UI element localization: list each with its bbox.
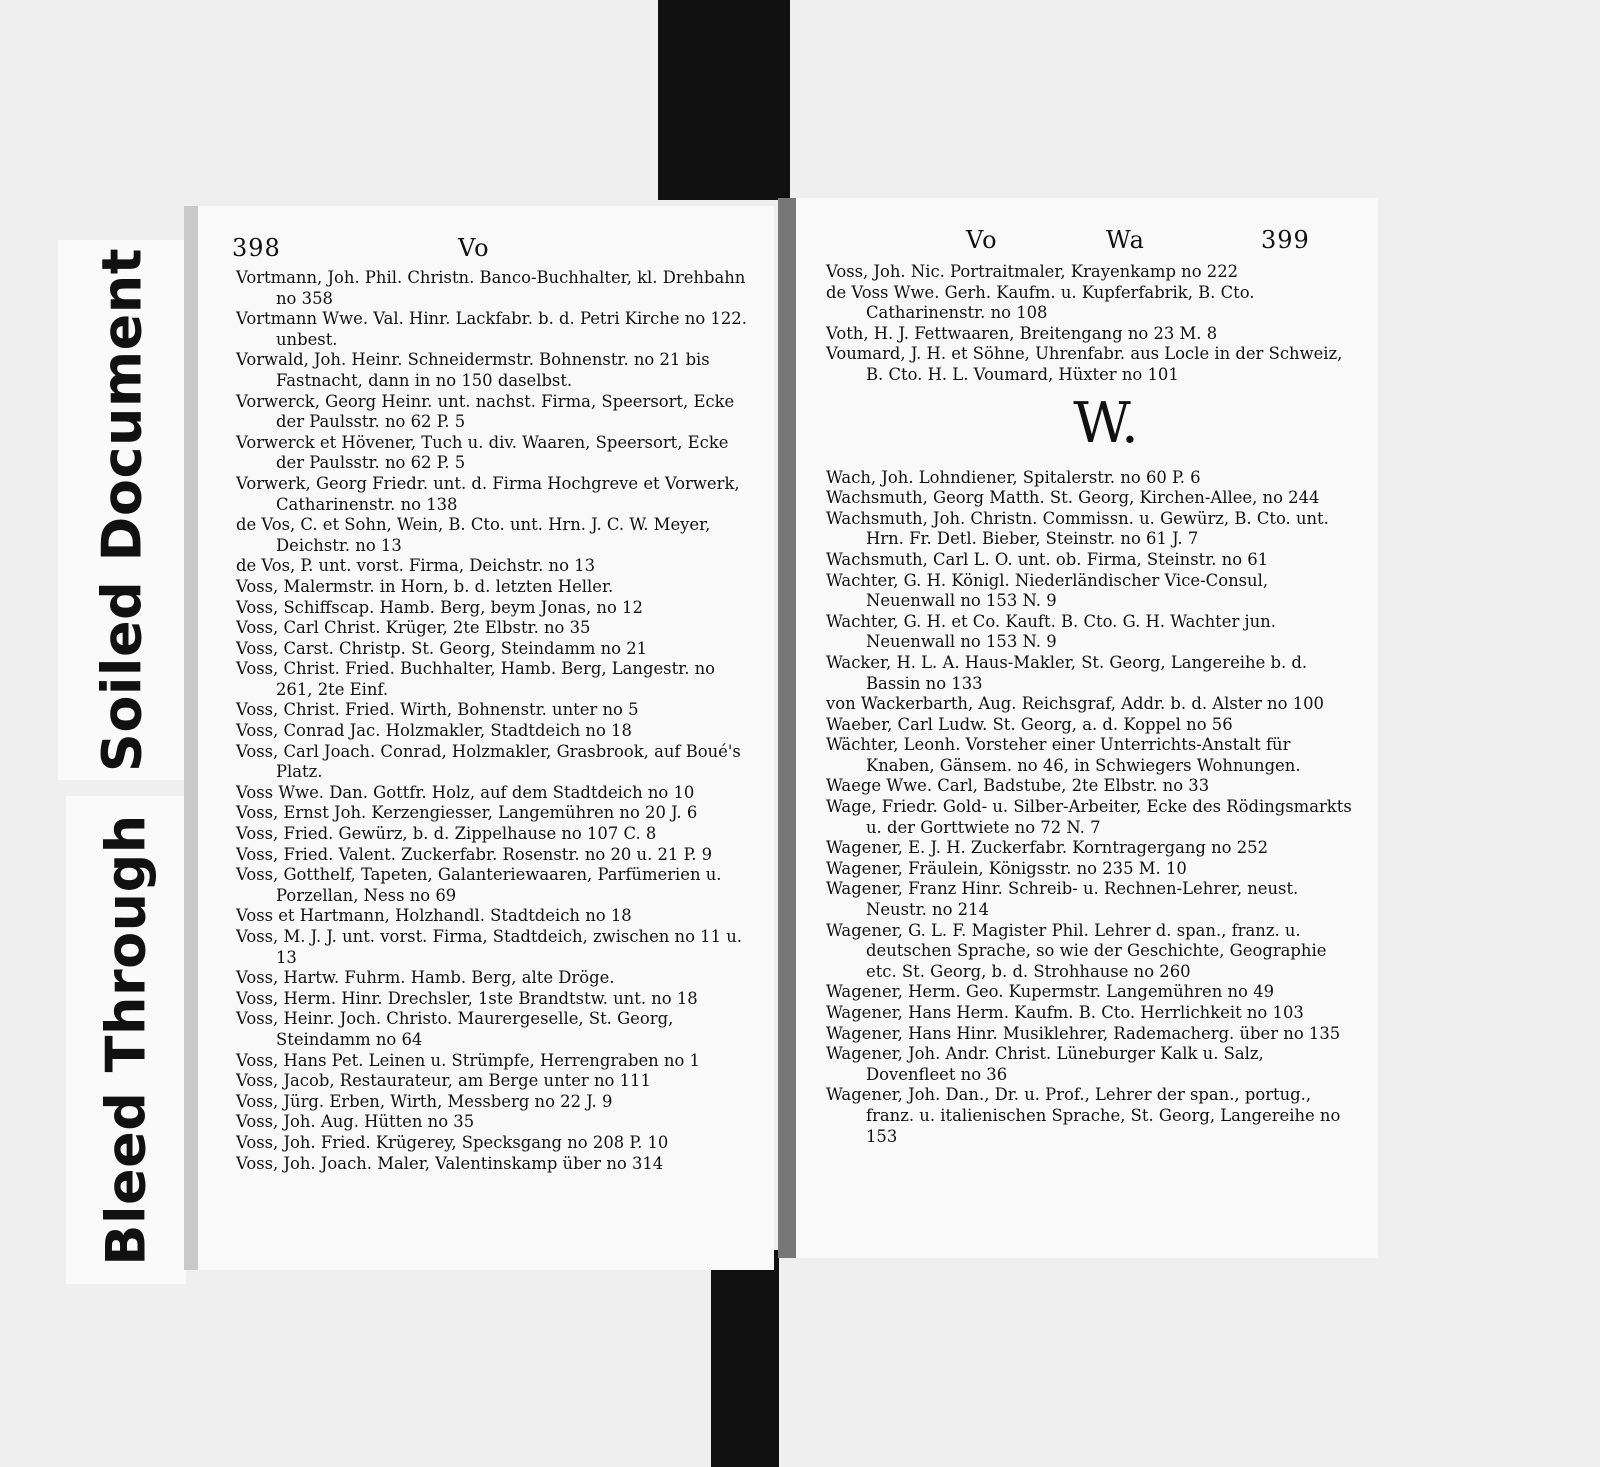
directory-entry: Voss, Ernst Joh. Kerzengiesser, Langemühren no 20 J. 6 — [236, 803, 698, 823]
left-page-number: 398 — [232, 234, 281, 262]
directory-entry: Voss, Christ. Fried. Wirth, Bohnenstr. unter no 5 — [236, 700, 639, 720]
directory-entry: Voss Wwe. Dan. Gottfr. Holz, auf dem Stadtdeich no 10 — [236, 782, 695, 802]
directory-entry: Voss, Joh. Fried. Krügerey, Specksgang no 208 P. 10 — [236, 1132, 669, 1152]
directory-entry: Wachter, G. H. et Co. Kauft. B. Cto. G. H. Wachter jun. Neuenwall no 153 N. 9 — [826, 611, 1276, 652]
directory-entry: Voss, Fried. Valent. Zuckerfabr. Rosenstr. no 20 u. 21 P. 9 — [236, 844, 713, 864]
directory-entry: de Vos, C. et Sohn, Wein, B. Cto. unt. Hrn. J. C. W. Meyer, Deichstr. no 13 — [236, 515, 711, 555]
directory-entry: Wagener, Franz Hinr. Schreib- u. Rechnen-Lehrer, neust. Neustr. no 214 — [826, 879, 1299, 920]
directory-entry: Wagener, Hans Hinr. Musiklehrer, Rademacherg. über no 135 — [826, 1023, 1341, 1043]
directory-entry: Voss, Schiffscap. Hamb. Berg, beym Jonas, no 12 — [236, 597, 643, 617]
directory-entry: Voss, Hartw. Fuhrm. Hamb. Berg, alte Dröge. — [236, 968, 615, 988]
directory-entry: Voss, Conrad Jac. Holzmakler, Stadtdeich no 18 — [236, 721, 632, 741]
directory-entry: Voss, Gotthelf, Tapeten, Galanteriewaaren, Parfümerien u. Porzellan, Ness no 69 — [236, 865, 722, 905]
right-entry-list — [826, 262, 1356, 1147]
directory-entry: Wach, Joh. Lohndiener, Spitalerstr. no 60 P. 6 — [826, 467, 1201, 487]
left-running-head: Vo — [458, 234, 490, 262]
directory-entry: Waeber, Carl Ludw. St. Georg, a. d. Koppel no 56 — [826, 714, 1233, 734]
right-entries-bottom — [826, 468, 1356, 1148]
right-page-number: 399 — [1261, 226, 1310, 254]
directory-entry: Voss, Joh. Joach. Maler, Valentinskamp über no 314 — [236, 1153, 664, 1173]
directory-entry: Wagener, Hans Herm. Kaufm. B. Cto. Herrlichkeit no 103 — [826, 1003, 1304, 1022]
soiled-document-text: Soiled Document — [90, 247, 154, 773]
directory-entry: Vorwerk, Georg Friedr. unt. d. Firma Hochgreve et Vorwerk, Catharinenstr. no 138 — [236, 473, 740, 514]
directory-entry: Vortmann Wwe. Val. Hinr. Lackfabr. b. d. Petri Kirche no 122. unbest. — [236, 309, 747, 349]
directory-entry: Wachsmuth, Carl L. O. unt. ob. Firma, Steinstr. no 61 — [826, 549, 1269, 569]
directory-entry: Voss et Hartmann, Holzhandl. Stadtdeich no 18 — [236, 906, 632, 926]
directory-entry: Wagener, Fräulein, Königsstr. no 235 M. 10 — [826, 858, 1187, 878]
left-page — [184, 206, 774, 1270]
directory-entry: von Wackerbarth, Aug. Reichsgraf, Addr. b. d. Alster no 100 — [826, 694, 1324, 714]
directory-entry: Voumard, J. H. et Söhne, Uhrenfabr. aus Locle in der Schweiz, B. Cto. H. L. Voumard, Hüxter no 101 — [826, 344, 1343, 384]
directory-entry: Voss, Joh. Nic. Portraitmaler, Krayenkamp no 222 — [826, 262, 1239, 281]
directory-entry: Wage, Friedr. Gold- u. Silber-Arbeiter, Ecke des Rödingsmarkts u. der Gorttwiete no 72 N. 7 — [826, 797, 1352, 837]
directory-entry: de Voss Wwe. Gerh. Kaufm. u. Kupferfabrik, B. Cto. Catharinenstr. no 108 — [826, 282, 1255, 323]
directory-entry: Voss, Jürg. Erben, Wirth, Messberg no 22 J. 9 — [236, 1091, 613, 1111]
directory-entry: Voss, Carst. Christp. St. Georg, Steindamm no 21 — [236, 638, 648, 658]
directory-entry: Voss, Hans Pet. Leinen u. Strümpfe, Herrengraben no 1 — [236, 1050, 700, 1070]
directory-entry: Voss, Malermstr. in Horn, b. d. letzten Heller. — [236, 576, 614, 596]
directory-entry: Wagener, G. L. F. Magister Phil. Lehrer d. span., franz. u. deutschen Sprache, so wie der Geschichte, Geographie etc. St. Georg, b. d. Strohhause no 260 — [826, 920, 1327, 981]
bleed-through-label — [66, 796, 186, 1284]
directory-entry: Waege Wwe. Carl, Badstube, 2te Elbstr. no 33 — [826, 776, 1210, 796]
directory-entry: Vorwerck, Georg Heinr. unt. nachst. Firma, Speersort, Ecke der Paulsstr. no 62 P. 5 — [236, 391, 735, 432]
right-running-head-left: Vo — [966, 226, 998, 254]
directory-entry: Vortmann, Joh. Phil. Christn. Banco-Buchhalter, kl. Drehbahn no 358 — [236, 268, 746, 308]
right-running-head-right: Wa — [1106, 226, 1145, 254]
soiled-document-label — [58, 240, 186, 780]
directory-entry: Voss, Heinr. Joch. Christo. Maurergeselle, St. Georg, Steindamm no 64 — [236, 1009, 674, 1049]
directory-entry: Voss, Fried. Gewürz, b. d. Zippelhause no 107 C. 8 — [236, 824, 657, 844]
binding-strap-top — [658, 0, 790, 200]
directory-entry: Voss, Carl Christ. Krüger, 2te Elbstr. no 35 — [236, 618, 591, 638]
directory-entry: Voss, Jacob, Restaurateur, am Berge unter no 111 — [236, 1071, 651, 1091]
directory-entry: Wagener, E. J. H. Zuckerfabr. Korntragergang no 252 — [826, 838, 1269, 858]
bleed-through-text: Bleed Through — [94, 814, 158, 1266]
section-letter: W. — [1073, 390, 1139, 456]
directory-entry: Wächter, Leonh. Vorsteher einer Unterrichts-Anstalt für Knaben, Gänsem. no 46, in Schwiegers Wohnungen. — [826, 735, 1301, 775]
left-entry-list — [236, 268, 756, 1174]
directory-entry: Vorwerck et Hövener, Tuch u. div. Waaren, Speersort, Ecke der Paulsstr. no 62 P. 5 — [236, 432, 729, 473]
directory-entry: Wagener, Joh. Dan., Dr. u. Prof., Lehrer der span., portug., franz. u. italienischen Sprache, St. Georg, Langereihe no 153 — [826, 1085, 1341, 1146]
right-page — [778, 198, 1378, 1258]
directory-entry: Wagener, Joh. Andr. Christ. Lüneburger Kalk u. Salz, Dovenfleet no 36 — [826, 1044, 1264, 1084]
directory-entry: Voss, M. J. J. unt. vorst. Firma, Stadtdeich, zwischen no 11 u. 13 — [236, 927, 743, 967]
directory-entry: Wagener, Herm. Geo. Kupermstr. Langemühren no 49 — [826, 982, 1274, 1002]
directory-entry: de Vos, P. unt. vorst. Firma, Deichstr. no 13 — [236, 556, 596, 576]
right-entries-top — [826, 262, 1356, 386]
directory-entry: Vorwald, Joh. Heinr. Schneidermstr. Bohnenstr. no 21 bis Fastnacht, dann in no 150 daselbst. — [236, 350, 710, 390]
directory-entry: Voss, Herm. Hinr. Drechsler, 1ste Brandtstw. unt. no 18 — [236, 988, 698, 1008]
binding-strap-bottom — [711, 1250, 779, 1467]
directory-entry: Voth, H. J. Fettwaaren, Breitengang no 23 M. 8 — [826, 323, 1218, 343]
directory-entry: Wachsmuth, Joh. Christn. Commissn. u. Gewürz, B. Cto. unt. Hrn. Fr. Detl. Bieber, Steinstr. no 61 J. 7 — [826, 508, 1329, 549]
directory-entry: Wachsmuth, Georg Matth. St. Georg, Kirchen-Allee, no 244 — [826, 488, 1320, 508]
directory-entry: Wachter, G. H. Königl. Niederländischer Vice-Consul, Neuenwall no 153 N. 9 — [826, 570, 1269, 611]
directory-entry: Voss, Joh. Aug. Hütten no 35 — [236, 1112, 475, 1132]
directory-entry: Voss, Christ. Fried. Buchhalter, Hamb. Berg, Langestr. no 261, 2te Einf. — [236, 659, 716, 699]
directory-entry: Wacker, H. L. A. Haus-Makler, St. Georg, Langereihe b. d. Bassin no 133 — [826, 652, 1308, 693]
directory-entry: Voss, Carl Joach. Conrad, Holzmakler, Grasbrook, auf Boué's Platz. — [236, 741, 741, 782]
